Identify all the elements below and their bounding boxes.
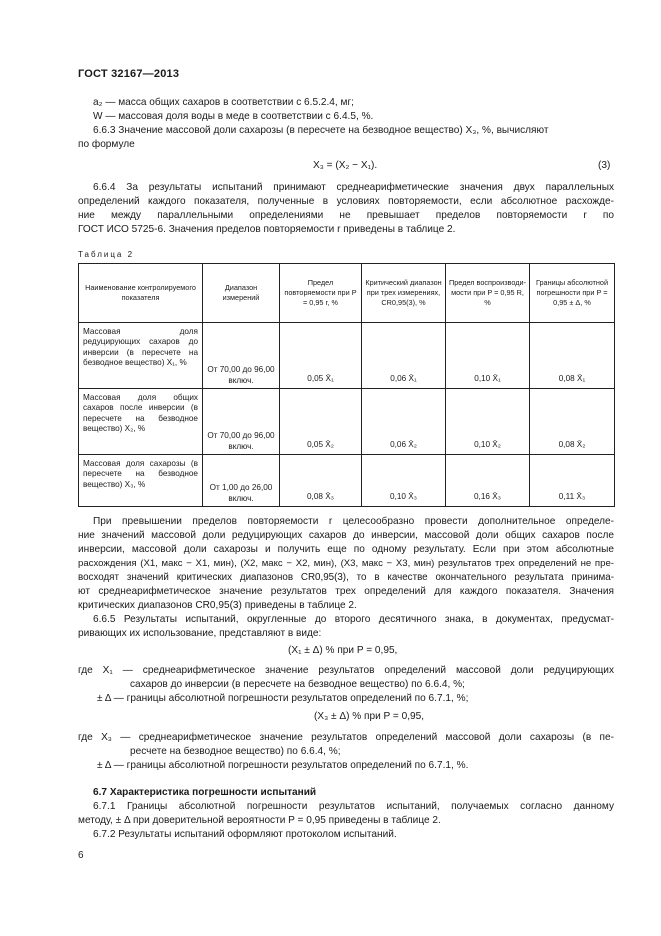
table-row (79, 323, 615, 389)
row-reproducibility: 0,16 X̄₃ (446, 455, 530, 507)
row-range: От 70,00 до 96,00 включ. (203, 389, 280, 455)
row-critical-range: 0,10 X̄₃ (362, 455, 446, 507)
clause-6-6-4-line4: ГОСТ ИСО 5725-6. Значения пределов повторяемости r приведены в таблице 2. (78, 224, 456, 235)
row-reproducibility: 0,10 X̄₁ (446, 323, 530, 389)
table-header-row (79, 264, 615, 323)
paragraph-line: критических диапазонов CR0,95(3) приведены в таблице 2. (78, 600, 357, 611)
header-reproducibility: Предел воспроизводи-мости при P = 0,95 R, % (446, 264, 530, 323)
row-reproducibility: 0,10 X̄₂ (446, 389, 530, 455)
section-6-7-title: 6.7 Характеристика погрешности испытаний (93, 787, 317, 798)
where-delta-1: ± Δ — границы абсолютной погрешности результатов определений по 6.7.1, %; (97, 693, 469, 704)
header-indicator: Наименование контролируемого показателя (79, 264, 203, 323)
row-name: Массовая доля сахарозы (в пересчете на безводное вещество) X₃, % (79, 455, 203, 507)
paragraph-line: расхождения (X1, макс − X1, мин), (X2, макс − X2, мин), (X3, макс − X3, мин) результатов трех определений не пре- (78, 558, 614, 569)
paragraph-line: восходят значений критических диапазонов CR0,95(3), то в качестве окончательного результата принима- (78, 572, 614, 583)
paragraph-line: ние значений массовой доли редуцирующих сахаров до инверсии, массовой доли общих сахаров после (78, 530, 614, 541)
clause-6-6-5: 6.6.5 Результаты испытаний, округленные до второго десятичного знака, в документах, предусмат- (93, 614, 614, 625)
row-range: От 1,00 до 26,00 включ. (203, 455, 280, 507)
clause-6-6-4-line3: ние между параллельными определениями не превышает пределов повторяемости r по (78, 210, 614, 221)
table-row (79, 455, 615, 507)
repeatability-table (78, 263, 615, 507)
row-repeatability: 0,05 X̄₂ (280, 389, 362, 455)
header-error-bounds: Границы абсолютной погрешности при P = 0,95 ± Δ, % (530, 264, 615, 323)
row-name: Массовая доля общих сахаров после инверсии (в пересчете на безводное вещество) X₂, % (79, 389, 203, 455)
row-repeatability: 0,05 X̄₁ (280, 323, 362, 389)
clause-6-6-3: 6.6.3 Значение массовой доли сахарозы (в пересчете на безводное вещество) X₃, %, вычисляют (93, 125, 549, 136)
formula-3-number: (3) (598, 160, 611, 171)
paragraph-repeat-exceed: При превышении пределов повторяемости r целесообразно провести дополнительное определе- (93, 516, 614, 527)
clause-6-6-5-cont: ривающих их использование, представляют в виде: (78, 628, 322, 639)
header-critical-range: Критический диапазон при трех измерениях, CR0,95(3), % (362, 264, 446, 323)
clause-6-7-1: 6.7.1 Границы абсолютной погрешности результатов испытаний, получаемых согласно данному (93, 801, 614, 812)
clause-6-6-4: 6.6.4 За результаты испытаний принимают среднеарифметические значения двух параллельных (93, 182, 614, 193)
row-error-bounds: 0,11 X̄₃ (530, 455, 615, 507)
clause-6-7-1-cont: методу, ± Δ при доверительной вероятности P = 0,95 приведены в таблице 2. (78, 815, 441, 826)
page-number: 6 (78, 850, 84, 861)
row-name: Массовая доля редуцирующих сахаров до инверсии (в пересчете на безводное вещество) X₁, % (79, 323, 203, 389)
clause-6-6-4-line2: определений каждого показателя, полученные в условиях повторяемости, если абсолютное расхожде- (78, 196, 614, 207)
clause-6-6-3-cont: по формуле (78, 139, 135, 150)
table-caption: Таблица 2 (78, 250, 135, 259)
paragraph-line: ют среднеарифметическое значение результатов трех определений для каждого показателя. Значения (78, 586, 614, 597)
formula-x1: (X₁ ± Δ) % при P = 0,95, (288, 645, 398, 656)
where-x1-cont: сахаров до инверсии (в пересчете на безводное вещество) по 6.6.4, %; (130, 679, 465, 690)
w-definition: W — массовая доля воды в меде в соответствии с 6.4.5, %. (93, 111, 374, 122)
where-x1: где X₁ — среднеарифметическое значение результатов определений массовой доли редуцирующих (78, 665, 614, 676)
row-error-bounds: 0,08 X̄₂ (530, 389, 615, 455)
clause-6-7-2: 6.7.2 Результаты испытаний оформляют протоколом испытаний. (93, 829, 397, 840)
where-delta-3: ± Δ — границы абсолютной погрешности результатов определений по 6.7.1, %. (97, 760, 469, 771)
row-error-bounds: 0,08 X̄₁ (530, 323, 615, 389)
row-range: От 70,00 до 96,00 включ. (203, 323, 280, 389)
standard-header: ГОСТ 32167—2013 (78, 68, 180, 80)
header-range: Диапазон измерений (203, 264, 280, 323)
where-x3: где X₃ — среднеарифметическое значение результатов определений массовой доли сахарозы (в пе- (78, 732, 614, 743)
header-repeatability: Предел повторяемости при P = 0,95 r, % (280, 264, 362, 323)
row-critical-range: 0,06 X̄₁ (362, 323, 446, 389)
row-critical-range: 0,06 X̄₂ (362, 389, 446, 455)
row-repeatability: 0,08 X̄₃ (280, 455, 362, 507)
formula-x3: (X₃ ± Δ) % при P = 0,95, (314, 711, 425, 722)
table-row (79, 389, 615, 455)
where-x3-cont: ресчете на безводное вещество) по 6.6.4, %; (130, 746, 341, 757)
a2-definition: a₂ — масса общих сахаров в соответствии с 6.5.2.4, мг; (93, 97, 354, 108)
formula-3: X₃ = (X₂ − X₁). (313, 160, 378, 171)
paragraph-line: инверсии, массовой доли сахарозы и получить еще по одному результату. Если при этом абсолютные (78, 544, 614, 555)
